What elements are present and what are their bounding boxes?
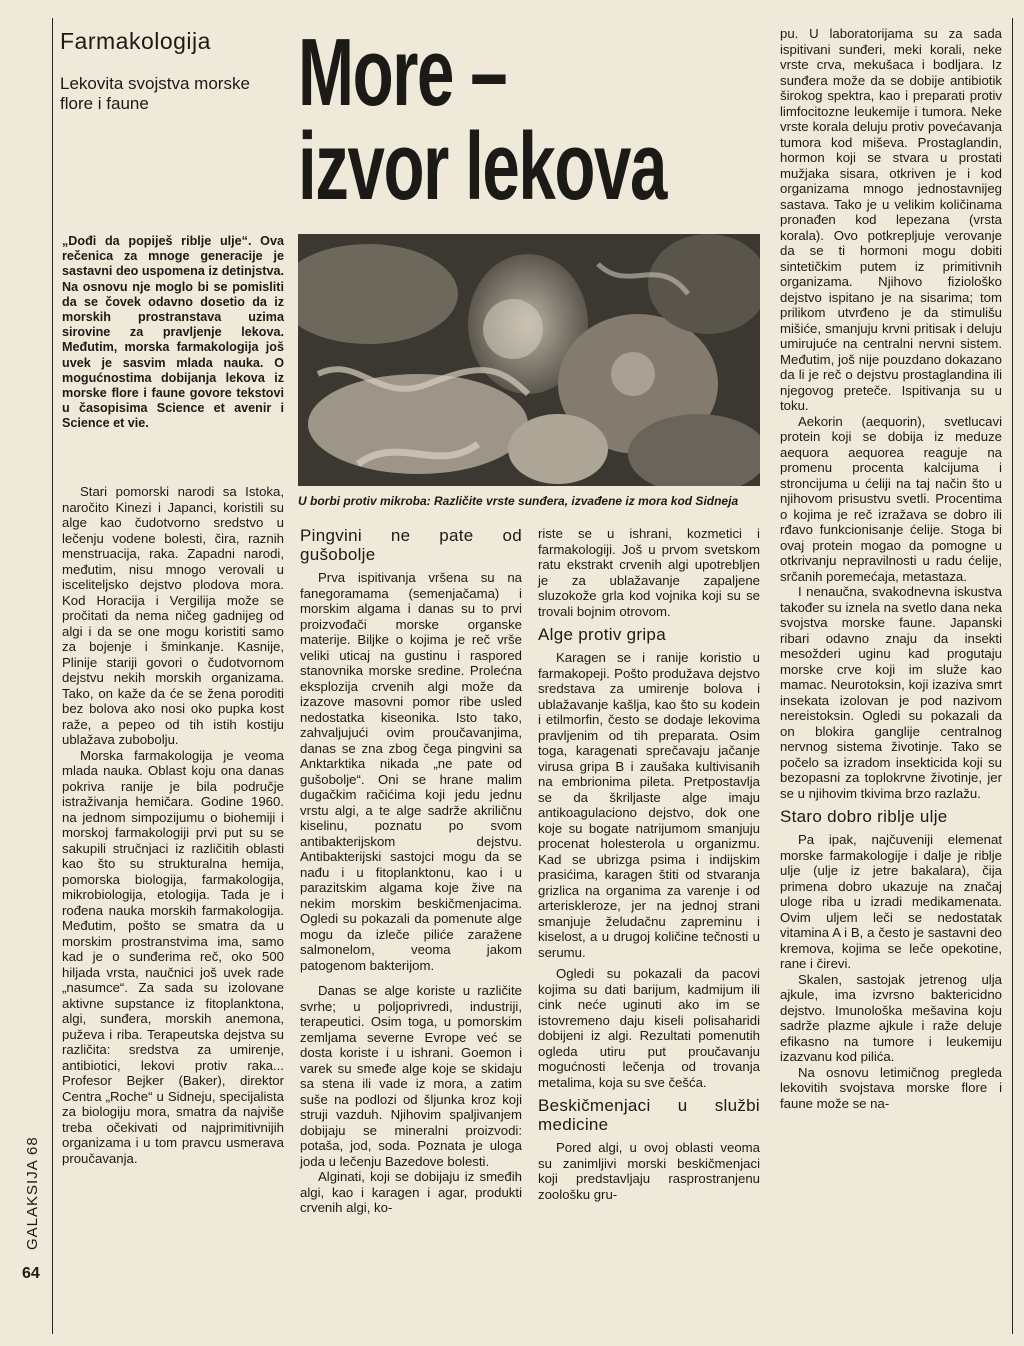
right-margin-rule — [1012, 18, 1013, 1334]
text-column-3 — [538, 526, 760, 1202]
text-column-4 — [780, 26, 1002, 1111]
article-lead: „Dođi da popiješ riblje ulje“. Ova rečenica za mnoge generacije je sastavni deo uspomena iz detinjstva. Na osnovu nje moglo bi se pomisliti da se čovek odavno dosetio da iz morskih prostranstava uzima sirovine za pravljenje lekova. Međutim, morska farmakologija još uvek je sasvim mlada nauka. O mogućnostima dobijanja lekova iz morske flore i faune govore tekstovi u časopisima Science et avenir i Science et vie. — [62, 234, 284, 431]
paragraph: Ogledi su pokazali da pacovi kojima su dati barijum, kadmijum ili cink neće uginuti ako im se istovremeno daju kiseli polisaharidi dobijeni iz algi. Rezultati pomenutih ogleda utiru put proučavanju mogućnosti lečenja od trovanja metalima, koja su sve češća. — [538, 966, 760, 1090]
paragraph: I nenaučna, svakodnevna iskustva također su iznela na svetlo dana neka svojstva morske faune. Japanski ribari odavno znaju da insekti mesožderi uginu kad progutaju morske crve koji im služe kao mamac. Neurotoksin, koji izaziva smrt insekata izolovan je pod nazivom nereistoksin. Ogledi su pokazali da on blokira ganglije centralnog nervnog sistema životinje. Tako se počelo sa izradom insekticida koji su bezopasni za toplokrvne životinje, jer se u njihovim tkivima brzo razlažu. — [780, 584, 1002, 801]
paragraph: Danas se alge koriste u različite svrhe; u poljoprivredi, industriji, terapeutici. Osim toga, u pomorskim zemljama severne Evrope već se dosta koriste i u ishrani. Goemon i varek su smeđe alge koje se skidaju sa stena ili vade iz mora, a zatim suše na podlozi od šljunka kroz koji struji vazduh. Njihovim spaljivanjem dobijaju se mineralni proizvodi: potaša, jod, soda. Poznata je uloga joda u lečenju Bazedove bolesti. — [300, 983, 522, 1169]
subheading: Beskičmenjaci u službi medicine — [538, 1096, 760, 1134]
paragraph: Alginati, koji se dobijaju iz smeđih algi, kao i karagen i agar, produkti crvenih algi, ko- — [300, 1169, 522, 1215]
paragraph: Morska farmakologija je veoma mlada nauka. Oblast koju ona danas pokriva ranije je bila područje istraživanja hemičara. Godine 1960. na jednom simpozijumu o biohemiji i morskoj farmakologiji prvi put su se sakupili stručnjaci iz različitih oblasti kao što su strukturalna hemija, pomorska biologija, farmakologija, mikrobiologija, etologija. Tada je i rođena nauka morskih farmakologija. Međutim, pošto se smatra da u morskim prostranstvima ima, samo kad je o sunđerima reč, oko 500 hiljada vrsta, naučnici još uvek rade „nasumce“. Za sada su izolovane aktivne supstance iz fitoplanktona, algi, sunđera, morskih anemona, puževa i riba. Terapeutska dejstva su različita: sredstva za umirenje, antibiotici, lekovi protiv raka... Profesor Bejker (Baker), direktor Centra „Roche“ u Sidneju, specijalista za biologiju mora, smatra da najviše treba očekivati od najprimitivnijih organizama i u tom pravcu usmerava proučavanja. — [62, 747, 284, 1166]
sponges-photo-image — [298, 234, 760, 486]
magazine-issue-label: GALAKSIJA 68 — [24, 1136, 41, 1250]
subheading: Pingvini ne pate od gušobolje — [300, 526, 522, 564]
paragraph: Karagen se i ranije koristio u farmakopeji. Pošto produžava dejstvo sredstava za umirenje bolova i ublažavanje kašlja, kao što su kodein i etilmorfin, često se dodaje lekovima pravljenim od tih preparata. Osim toga, karagenati sprečavaju jačanje virusa gripa B i zaušaka kultivisanih na embrionima pileta. Pretpostavlja se da škriljaste alge imaju antikoagulaciono dejstvo, dok one koje su bogate natrijumom smanjuju procenat holesterola u organizmu. Kad se ubrizga psima i indijskim prasićima, karagen štiti od stvaranja grizlica na organima za varenje i od arteriskleroze, jer na jednoj strani smanjuje želudačnu zapreminu i kiselost, a u drugoj količine tečnosti u serumu. — [538, 650, 760, 960]
paragraph: Skalen, sastojak jetrenog ulja ajkule, ima izvrsno baktericidno dejstvo. Imunološka mešavina koju sadrže plazme ajkule i raže deluje efikasno na tumore i leukemiju izazvanu kod pilića. — [780, 971, 1002, 1064]
paragraph: riste se u ishrani, kozmetici i farmakologiji. Još u prvom svetskom ratu ekstrakt crvenih algi upotrebljen je za ublažavanje zapaljene sluzokože grla kod vojnika koji su se trovali bojnim otrovom. — [538, 526, 760, 619]
paragraph: Pored algi, u ovoj oblasti veoma su zanimljivi morski beskičmenjaci koji predstavljaju rasprostranjenu zoološku gru- — [538, 1140, 760, 1202]
paragraph: Na osnovu letimičnog pregleda lekovitih svojstava morske flore i faune može se na- — [780, 1064, 1002, 1111]
paragraph: Aekorin (aequorin), svetlucavi protein koji se dobija iz meduze aequora aequorea reaguje na promenu procenta kalcijuma i stroncijuma u ćeliji na taj način što u njihovom prisustvu svetli. Procentima o kojima je reč izražava se dobro ili rđavo funkcionisanje ćelije. Stoga bi ovaj protein mogao da pomogne u otkrivanju nepravilnosti u radu ćelije, srčanih poremećaja, metastaza. — [780, 413, 1002, 584]
paragraph: pu. U laboratorijama su za sada ispitivani sunđeri, meki korali, neke vrste crva, mekušaca i bodljara. Iz sunđera može da se dobije antibiotik širokog spektra, kao i preparati protiv limfocitozne leukemije i tumora. Neke vrste korala deluju protiv povećavanja tumora kod miševa. Prostaglandin, hormon koji se stvara u prostati mužjaka sisara, otkriven je i kod organizama mnogo jednostavnijeg sastava. Tako je u velikim količinama pronađen kod lepezana (vrsta korala). Ovo potkrepljuje verovanje da se ti hormoni mogu dobiti sintetičkim putem iz primitivnih organizama. Njihovo fiziološko dejstvo ispitano je na sisarima; tom prilikom utvrđeno je da stimulišu mišiće, smanjuju krvni pritisak i deluju umirujuće na centralni nervni sistem. Međutim, još nije pouzdano dokazano da li je reč o dejstvu prostaglandina ili njegovog preteče. Ispitivanja su u toku. — [780, 26, 1002, 413]
text-column-1 — [62, 484, 284, 1166]
photo-caption: U borbi protiv mikroba: Različite vrste sunđera, izvađene iz mora kod Sidneja — [298, 494, 739, 508]
paragraph: Prva ispitivanja vršena su na fanegoramama (semenjačama) i morskim algama i danas su to prvi proizvođači morske organske materije. Biljke o kojima je reč vrše veliki uticaj na gustinu i raspored stanovnika morske sredine. Prolećna eksplozija crvenih algi može da izazove masovni pomor ribe usled nedostatka kiseonika. Isto tako, zahvaljujući ovim proučavanjima, danas se zna zbog čega pingvini sa Anktarktika nikada „ne pate od gušobolje“. Oni se hrane malim dugačkim račićima koji jedu jednu vrstu algi, a te alge sadrže akriličnu kiselinu, poznatu po svom antibakterijskom dejstvu. Antibakterijski sastojci mogu da se nađu i u fitoplanktonu, kao i u parazitskim algama koje žive na nekim morskim beskičmenjacima. Ogledi su pokazali da pomenute alge mogu da izleče piliće zaražene salmonelom, veoma jakom patogenom bakterijom. — [300, 570, 522, 973]
headline-line-1: More – — [298, 19, 507, 126]
left-margin-rule — [52, 18, 53, 1334]
text-column-2 — [300, 526, 522, 1216]
section-subtitle: Lekovita svojstva morske flore i faune — [60, 74, 250, 113]
subheading: Alge protiv gripa — [538, 625, 666, 644]
section-title: Farmakologija — [60, 28, 211, 54]
paragraph: Stari pomorski narodi sa Istoka, naročito Kinezi i Japanci, koristili su alge kao čudotvorno sredstvo u lečenju vodene bolesti, čira, raznih menstruacija, raka. Zapadni narodi, međutim, nisu mnogo verovali u isceliteljsko dejstvo plodova mora. Kod Horacija i Vergilija može se pročitati da nema ničeg gadnijeg od algi i da se one mogu koristiti samo za bojenje i šminkanje. Kasnije, Plinije stariji govori o čudotvornom dejstvu nekih morskih organizama. Tako, on kaže da će se žena poroditi bez bolova ako nosi oko pupka kost raže, a pepeo od tih istih kostiju ublažava zubobolju. — [62, 484, 284, 747]
page-number: 64 — [22, 1265, 40, 1282]
headline-line-2: izvor lekova — [298, 113, 666, 220]
article-headline — [298, 19, 666, 220]
subheading: Staro dobro riblje ulje — [780, 807, 948, 826]
sponges-photo — [298, 234, 760, 486]
paragraph: Pa ipak, najčuveniji elemenat morske farmakologije i dalje je riblje ulje (ulje iz jetre bakalara), čija primena dobro ukazuje na značaj uloge riba u izradi medikamenata. Ovim uljem leči se nedostatak vitamina A i B, a često je sastavni deo kremova, kojima se leče opekotine, rane i čirevi. — [780, 832, 1002, 971]
